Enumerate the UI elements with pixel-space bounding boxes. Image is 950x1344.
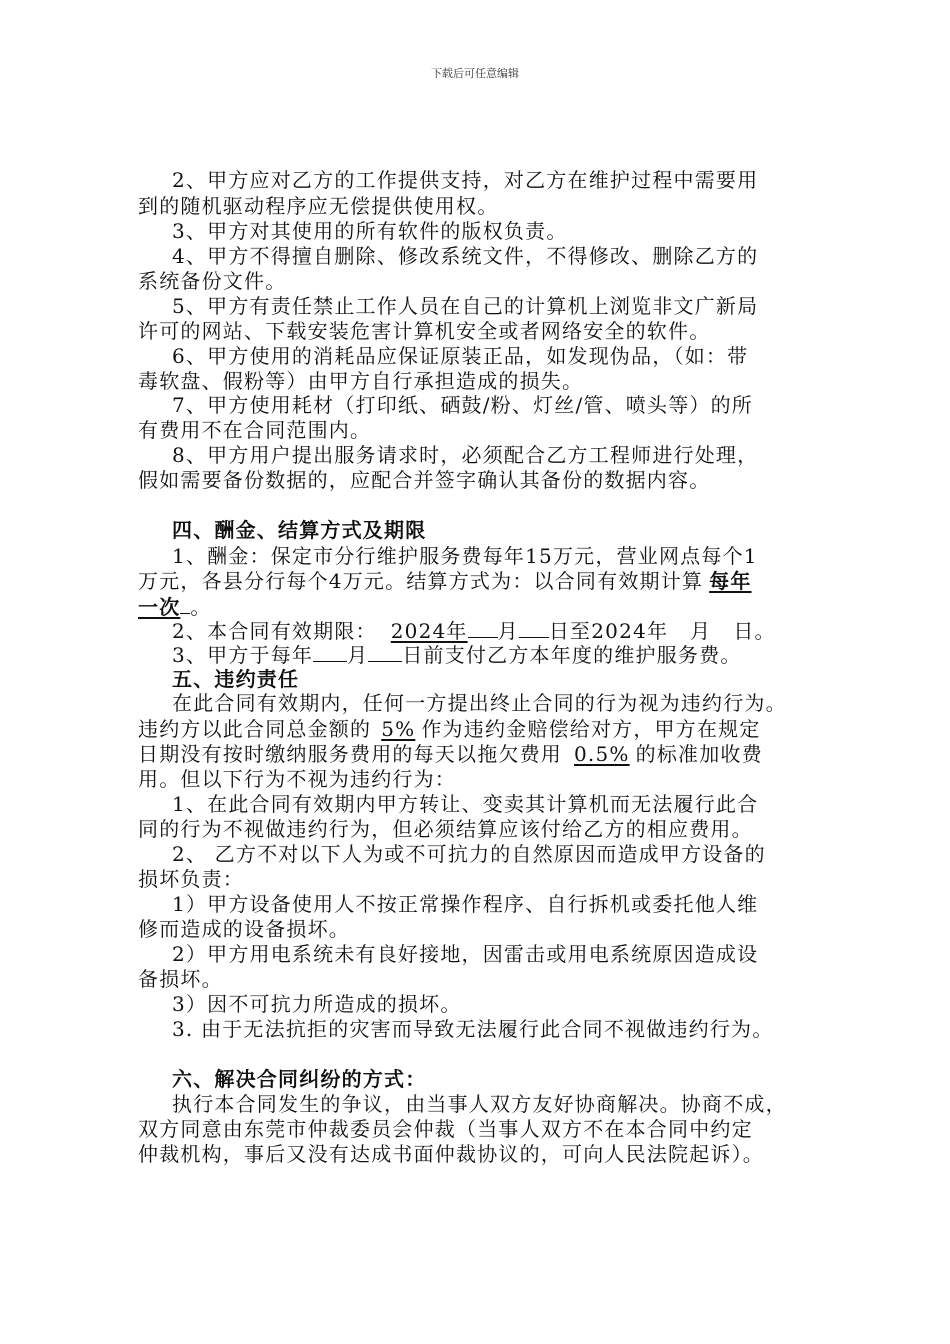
section-4-item3: 3、甲方于每年 月 日前支付乙方本年度的维护服务费。 — [172, 643, 742, 667]
settlement-blank — [180, 593, 190, 614]
section-5-para1-line3: 日期没有按时缴纳服务费用的每天以拖欠费用 0.5% 的标准加收费 — [138, 742, 763, 766]
clause-a8-line2: 假如需要备份数据的，应配合并签字确认其备份的数据内容。 — [138, 468, 711, 492]
section-5-sub1-line1: 1）甲方设备使用人不按正常操作程序、自行拆机或委托他人维 — [172, 892, 759, 916]
section-6-line1: 执行本合同发生的争议，由当事人双方友好协商解决。协商不成， — [172, 1092, 787, 1116]
clause-a6-line1: 6、甲方使用的消耗品应保证原装正品，如发现伪品，（如：带 — [172, 344, 749, 368]
section-5-item1-line2: 同的行为不视做违约行为，但必须结算应该付给乙方的相应费用。 — [138, 817, 753, 841]
contract-end-year: 日至2024年 — [548, 619, 669, 643]
settlement-period-part2: 一次 — [138, 595, 181, 619]
section-4-item1-line1: 1、酬金：保定市分行维护服务费每年15万元，营业网点每个1 — [172, 544, 758, 568]
settlement-period-part1: 每年 — [709, 569, 752, 593]
section-5-sub2-line2: 备损坏。 — [138, 967, 223, 991]
penalty-rate: 5% — [381, 717, 416, 741]
start-day-blank — [519, 617, 549, 638]
section-6-line2: 双方同意由东莞市仲裁委员会仲裁（当事人双方不在本合同中约定 — [138, 1117, 753, 1141]
clause-a8-line1: 8、甲方用户提出服务请求时，必须配合乙方工程师进行处理， — [172, 443, 759, 467]
late-fee-rate: 0.5% — [574, 742, 630, 766]
section-6-heading: 六、解决合同纠纷的方式： — [172, 1067, 427, 1091]
page-header: 下载后可任意编辑 — [431, 67, 519, 80]
clause-a2-line1: 2、甲方应对乙方的工作提供支持，对乙方在维护过程中需要用 — [172, 168, 759, 192]
clause-a7-line2: 有费用不在合同范围内。 — [138, 418, 372, 442]
contract-start-year: 2024年 — [390, 619, 468, 643]
section-6-line3: 仲裁机构，事后又没有达成书面仲裁协议的，可向人民法院起诉）。 — [138, 1142, 764, 1166]
section-5-item1-line1: 1、在此合同有效期内甲方转让、变卖其计算机而无法履行此合 — [172, 792, 759, 816]
section-4-heading: 四、酬金、结算方式及期限 — [172, 518, 427, 542]
clause-a4-line2: 系统备份文件。 — [138, 269, 287, 293]
section-5-item2-line2: 损坏负责： — [138, 867, 244, 891]
section-5-para1-line1: 在此合同有效期内，任何一方提出终止合同的行为视为违约行为。 — [172, 691, 787, 715]
section-5-sub1-line2: 修而造成的设备损坏。 — [138, 917, 350, 941]
clause-a7-line1: 7、甲方使用耗材（打印纸、硒鼓/粉、灯丝/管、喷头等）的所 — [172, 393, 754, 417]
section-5-item3: 3. 由于无法抗拒的灾害而导致无法履行此合同不视做违约行为。 — [172, 1017, 774, 1041]
pay-month-blank — [313, 641, 347, 662]
clause-a6-line2: 毒软盘、假粉等）由甲方自行承担造成的损失。 — [138, 369, 584, 393]
clause-a5-line2: 许可的网站、下载安装危害计算机安全或者网络安全的软件。 — [138, 319, 711, 343]
section-5-item2-line1: 2、 乙方不对以下人为或不可抗力的自然原因而造成甲方设备的 — [172, 842, 766, 866]
clause-a5-line1: 5、甲方有责任禁止工作人员在自己的计算机上浏览非文广新局 — [172, 294, 759, 318]
start-month-blank — [468, 617, 498, 638]
section-4-item1-line2 — [138, 568, 752, 594]
pay-day-blank — [368, 641, 402, 662]
section-5-para1-line4: 用。但以下行为不视为违约行为： — [138, 767, 456, 791]
section-5-sub2-line1: 2）甲方用电系统未有良好接地，因雷击或用电系统原因造成设 — [172, 942, 759, 966]
section-4-item2: 2、本合同有效期限： 2024年 月 日至2024年 月 日。 — [172, 619, 776, 643]
section-5-sub3: 3）因不可抗力所造成的损坏。 — [172, 992, 462, 1016]
clause-a2-line2: 到的随机驱动程序应无偿提供使用权。 — [138, 194, 499, 218]
settlement-text: 万元，各县分行每个4万元。结算方式为：以合同有效期计算 — [138, 569, 704, 593]
section-5-heading: 五、违约责任 — [172, 667, 300, 691]
section-4-item1-line3: 一次 。 — [138, 595, 212, 619]
section-5-para1-line2: 违约方以此合同总金额的 5% 作为违约金赔偿给对方，甲方在规定 — [138, 717, 761, 741]
clause-a3-line1: 3、甲方对其使用的所有软件的版权负责。 — [172, 219, 568, 243]
clause-a4-line1: 4、甲方不得擅自删除、修改系统文件，不得修改、删除乙方的 — [172, 244, 759, 268]
